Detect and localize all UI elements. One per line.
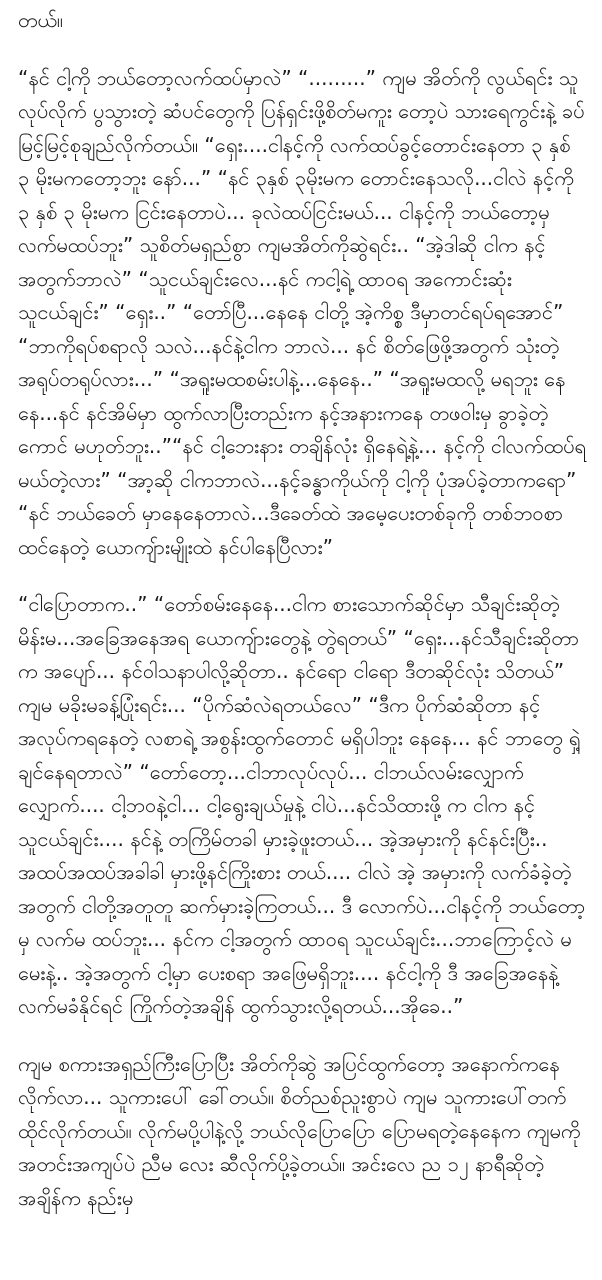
paragraph-gap: [18, 564, 588, 588]
paragraph-gap: [18, 38, 588, 62]
paragraph-dialogue-2: “ငါပြောတာက..” “တော်စမ်းနေနေ...ငါက စားသောက်ဆိုင်မှာ သီချင်းဆိုတဲ့ မိန်းမ...အခြေအနေအရ ယောကျ်ားတွေနဲ့ တွဲရတယ်” “ရှေး...နင်သီချင်းဆိုတာက အပျော်... နင်ဝါသနာပါလို့ဆိုတာ.. နင်ရော ငါရော ဒီတဆိုင်လုံး သိတယ်” ကျမ မခိုးမခန့်ပြုံးရင်း... “ပိုက်ဆံလဲရတယ်လေ” “ဒီက ပိုက်ဆံဆိုတာ နင့်အလုပ်ကရနေတဲ့ လစာရဲ့ အစွန်းထွက်တောင် မရှိပါဘူး နေနေ... နင် ဘာတွေ ရှဲ့ ချင်နေရတာလဲ” “တော်တော့...ငါဘာလုပ်လုပ်... ငါဘယ်လမ်းလျှောက်လျှောက်.... ငါ့ဘဝနဲ့ငါ... ငါ့ရွေးချယ်မှုနဲ့ ငါပဲ...နင်သိထားဖို့ က ငါက နင့်သူငယ်ချင်း.... နင်နဲ့ တကြိမ်တခါ မှားခဲ့ဖူးတယ်... အဲ့အမှားကို နင်နင်းပြီး.. အထပ်အထပ်အခါခါ မှားဖို့နင်ကြိုးစား တယ်.... ငါလဲ အဲ့ အမှားကို လက်ခံခဲ့တဲ့အတွက် ငါတို့အတူတူ ဆက်မှားခဲ့ကြတယ်... ဒီ လောက်ပဲ...ငါနင့်ကို ဘယ်တော့မှ လက်မ ထပ်ဘူး... နင်က ငါ့အတွက် ထာဝရ သူငယ်ချင်း...ဘာကြောင့်လဲ မမေးနဲ့.. အဲ့အတွက် ငါ့မှာ ပေးစရာ အဖြေမရှိဘူး.... နင်ငါ့ကို ဒီ အခြေအနေနဲ့ လက်မခံနိုင်ရင် ကြိုက်တဲ့အချိန် ထွက်သွားလို့ရတယ်...အိုခေ..”: [18, 592, 586, 1018]
paragraph-narration: ကျမ စကားအရှည်ကြီးပြောပြီး အိတ်ကိုဆွဲ အပြင်ထွက်တော့ အနောက်ကနေ လိုက်လာ... သူကားပေါ် ခေါ်တယ်။ စိတ်ညစ်ညူးစွာပဲ ကျမ သူကားပေါ်တက်ထိုင်လိုက်တယ်။ လိုက်မပို့ပါနဲ့လို့ ဘယ်လိုပြောပြော ပြောမရတဲ့နေနေက ကျမကို အတင်းအကျပ်ပဲ ညီမ လေး ဆီလိုက်ပို့ခဲ့တယ်။ အင်းလေ ည ၁၂ နာရီဆိုတဲ့ အချိန်က နည်းမှ: [18, 1051, 581, 1210]
paragraph-dialogue-1: “နင် ငါ့ကို ဘယ်တော့လက်ထပ်မှာလဲ” “.........” ကျမ အိတ်ကို လွယ်ရင်း သူလုပ်လိုက် ပွသွားတဲ့ ဆံပင်တွေကို ပြန်ရှင်းဖို့စိတ်မကူး တော့ပဲ သားရေကွင်းနဲ့ ခပ်မြင့်မြင့်စုချည်လိုက်တယ်။ “ရှေး....ငါနင့်ကို လက်ထပ်ခွင့်တောင်းနေတာ ၃ နှစ် ၃ မိုးမကတော့ဘူး နော်...” “နင် ၃နှစ် ၃မိုးမက တောင်းနေသလို...ငါလဲ နင့်ကို ၃ နှစ် ၃ မိုးမက ငြင်းနေတာပဲ... ခုလဲထပ်ငြင်းမယ်... ငါနင့်ကို ဘယ်တော့မှ လက်မထပ်ဘူး” သူစိတ်မရှည်စွာ ကျမအိတ်ကိုဆွဲရင်း.. “အဲ့ဒါဆို ငါက နင့်အတွက်ဘာလဲ” “သူငယ်ချင်းလေ...နင် ကငါ့ရဲ့ ထာဝရ အကောင်းဆုံး သူငယ်ချင်း” “ရှေး..” “တော်ပြီ...နေနေ ငါတို့ အဲ့ကိစ္စ ဒီမှာတင်ရပ်ရအောင်” “ဘာကိုရပ်စရာလို သလဲ...နင်နဲ့ငါက ဘာလဲ... နင် စိတ်ဖြေဖို့အတွက် သုံးတဲ့ အရုပ်တရုပ်လား...” “အရူးမထစမ်းပါနဲ့...နေနေ..” “အရူးမထလို့ မရဘူး နေနေ...နင် နင်အိမ်မှာ ထွက်လာပြီးတည်းက နင့်အနားကနေ တဖဝါးမှ ခွာခဲ့တဲ့ကောင် မဟုတ်ဘူး..”“နင် ငါ့ဘေးနား တချိန်လုံး ရှိနေရဲ့နဲ့... နင့်ကို ငါလက်ထပ်ရမယ်တဲ့လား” “အာ့ဆို ငါကဘာလဲ...နင့်ခန္ဓာကိုယ်ကို ငါ့ကို ပုံအပ်ခဲ့တာကရော” “နင် ဘယ်ခေတ် မှာနေနေတာလဲ...ဒီခေတ်ထဲ အမေ့ပေးတစ်ခုကို တစ်ဘဝစာ ထင်နေတဲ့ ယောကျ်ားမျိုးထဲ နင်ပါနေပြီလား”: [18, 65, 586, 559]
paragraph-gap: [18, 1024, 588, 1048]
paragraph-fragment: တယ်။: [18, 8, 63, 32]
